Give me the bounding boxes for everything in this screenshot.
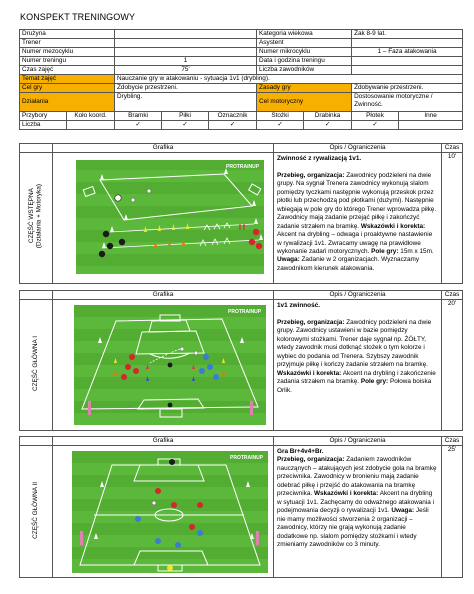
czas-value: 75': [115, 66, 257, 75]
motoryczny-value: Dostosowanie motoryczne / Zwinność.: [352, 93, 463, 112]
section-3-opis-header: Opis / Ograniczenia: [274, 437, 442, 446]
section-2-corner: [20, 291, 53, 300]
przybor-drabinka: Drabinka: [304, 112, 352, 121]
liczba-zawodnikow-label: Liczba zawodników: [257, 66, 352, 75]
kategoria-label: Kategoria wiekowa: [257, 30, 352, 39]
section-2-description: 1v1 zwinność. Przebieg, organizacja: Zawodnicy podzieleni na dwie grupy. Zawodnicy ustawieni w bazie pomiędzy kolorowymi stożkami. Trener daje sygnał np. ŻÓŁTY, wtedy zawodnik musi dotknąć stożek o tym kolorze i wybiec do podania od Trenera. Szybszy zawodnik przyjmuje piłkę i kończy zadanie strzałem na bramkę. Wskazówki i korekta: Akcent na drybling i zakończenie zadania strzałem na bramkę. Pole gry: Połowa boiska Orlik.: [274, 300, 442, 431]
mikrocykl-value: 1 – Faza atakowania: [352, 48, 463, 57]
check-oznacznik: ✓: [209, 121, 257, 130]
trening-value: 1: [115, 57, 257, 66]
dzialania-value: Drybling.: [115, 93, 257, 112]
temat-value: Nauczanie gry w atakowaniu - sytuacja 1v1 (drybling).: [115, 75, 463, 84]
section-2-time: 20': [442, 300, 463, 431]
section-1-part: [20, 153, 53, 284]
data-value: [352, 57, 463, 66]
pitch-diagram-2: [54, 301, 271, 429]
przybor-inne: Inne: [399, 112, 463, 121]
brand-logo-3: PROTRAINUP: [230, 455, 264, 461]
section-2-part: [20, 300, 53, 431]
check-pilki: ✓: [162, 121, 209, 130]
exercise-section-1: [19, 143, 463, 284]
check-drabinka: ✓: [304, 121, 352, 130]
section-1-description: Zwinność z rywalizacją 1v1. Przebieg, organizacja: Zawodnicy podzieleni na dwie grupy. Na sygnał Trenera zawodnicy wykonują slalom pomiędzy tyczkami następnie wykonują przeskok przez płotki lub przechodzą pod płotkami (dużymi). Następnie wbiegają w pole gry do którego Trener wprowadza piłkę. Zawodnicy mają zadanie przejąć piłkę i zakończyć zadanie strzałem na bramkę. Wskazówki i korekta: Akcent na drybling – odwaga i proaktywne nastawienie w rywalizacji 1v1. Zwracamy uwagę na prawidłowe wykonanie zadań motorycznych. Pole gry: 15m x 15m. Uwaga: Zadanie w 2 organizacjach. Wyznaczamy zawodnikom kierunek atakowania.: [274, 153, 442, 284]
section-2-opis-header: Opis / Ograniczenia: [274, 291, 442, 300]
exercise-section-2: [19, 290, 463, 431]
asystent-label: Asystent: [257, 39, 352, 48]
trener-value: [115, 39, 257, 48]
check-inne: [399, 121, 463, 130]
zasady-label: Zasady gry: [257, 84, 352, 93]
przybor-plotek: Płotek: [352, 112, 399, 121]
przybor-bramki: Bramki: [115, 112, 162, 121]
section-1-opis-header: Opis / Ograniczenia: [274, 144, 442, 153]
liczba-label: Liczba: [20, 121, 67, 130]
cel-gry-value: Zdobycie przestrzeni.: [115, 84, 257, 93]
przybor-stozki: Stożki: [257, 112, 304, 121]
mezocykl-value: [115, 48, 257, 57]
page-title: KONSPEKT TRENINGOWY: [20, 12, 136, 22]
data-label: Data i godzina treningu: [257, 57, 352, 66]
section-3-part: [20, 446, 53, 578]
mikrocykl-label: Numer mikrocyklu: [257, 48, 352, 57]
zasady-value: Zdobywanie przestrzeni.: [352, 84, 463, 93]
motoryczny-label: Cel motoryczny: [257, 93, 352, 112]
brand-logo: PROTRAINUP: [226, 164, 260, 170]
cel-gry-label: Cel gry: [20, 84, 115, 93]
liczba-zawodnikow-value: [352, 66, 463, 75]
brand-logo-2: PROTRAINUP: [228, 309, 262, 315]
temat-label: Temat zajęć: [20, 75, 115, 84]
druzyna-label: Drużyna: [20, 30, 115, 39]
check-stozki: ✓: [257, 121, 304, 130]
section-1-graphic: [53, 153, 274, 284]
section-2-czas-header: Czas: [442, 291, 463, 300]
section-1-part-label: CZĘŚĆ WSTĘPNA (Działania + Motoryka): [28, 184, 43, 249]
trener-label: Trener: [20, 39, 115, 48]
check-kolo: [67, 121, 115, 130]
check-plotek: ✓: [352, 121, 399, 130]
section-3-part-label: CZĘŚĆ GŁÓWNA II: [32, 481, 40, 539]
pitch-diagram-3: [54, 447, 271, 576]
section-3-grafika-header: Grafika: [53, 437, 274, 446]
section-3-czas-header: Czas: [442, 437, 463, 446]
przybor-pilki: Piłki: [162, 112, 209, 121]
section-1-time: 10': [442, 153, 463, 284]
mezocykl-label: Numer mezocyklu: [20, 48, 115, 57]
section-2-graphic: [53, 300, 274, 431]
section-2-grafika-header: Grafika: [53, 291, 274, 300]
section-3-graphic: [53, 446, 274, 578]
dzialania-label: Działania: [20, 93, 115, 112]
check-bramki: ✓: [115, 121, 162, 130]
kategoria-value: Żak 8-9 lat.: [352, 30, 463, 39]
przybor-kolo: Koło koord.: [67, 112, 115, 121]
przybor-oznacznik: Oznacznik: [209, 112, 257, 121]
czas-label: Czas zajęć: [20, 66, 115, 75]
asystent-value: [352, 39, 463, 48]
section-3-description: Gra Br+4v4+Br. Przebieg, organizacja: Zadaniem zawodników naucząnych – atakujących jest zdobycie gola na bramkę przeciwnika. Zawodnicy w bronieniu mają zadanie odebrać piłkę i przejść do atakowania na bramkę przeciwnika. Wskazówki i korekta: Akcent na drybling w sytuacji 1v1. Zachęcamy do odważnego atakowania i podejmowania decyzji o rywalizacji 1v1. Uwaga: Jeśli nie mamy możliwości stworzenia 2 organizacji – zawodnicy, którzy nie grają wykonują zadanie dodatkowe np. slalom pomiędzy stożkami i wtedy zmieniamy zawodników co 3 minuty.: [274, 446, 442, 578]
section-3-corner: [20, 437, 53, 446]
przybory-label: Przybory: [20, 112, 67, 121]
druzyna-value: [115, 30, 257, 39]
section-1-grafika-header: Grafika: [53, 144, 274, 153]
header-table: [19, 29, 463, 130]
exercise-section-3: [19, 436, 463, 578]
section-1-czas-header: Czas: [442, 144, 463, 153]
section-2-part-label: CZĘŚĆ GŁÓWNA I: [32, 335, 40, 392]
section-1-corner: [20, 144, 53, 153]
section-3-time: 25': [442, 446, 463, 578]
pitch-diagram-1: [54, 154, 271, 282]
trening-label: Numer treningu: [20, 57, 115, 66]
